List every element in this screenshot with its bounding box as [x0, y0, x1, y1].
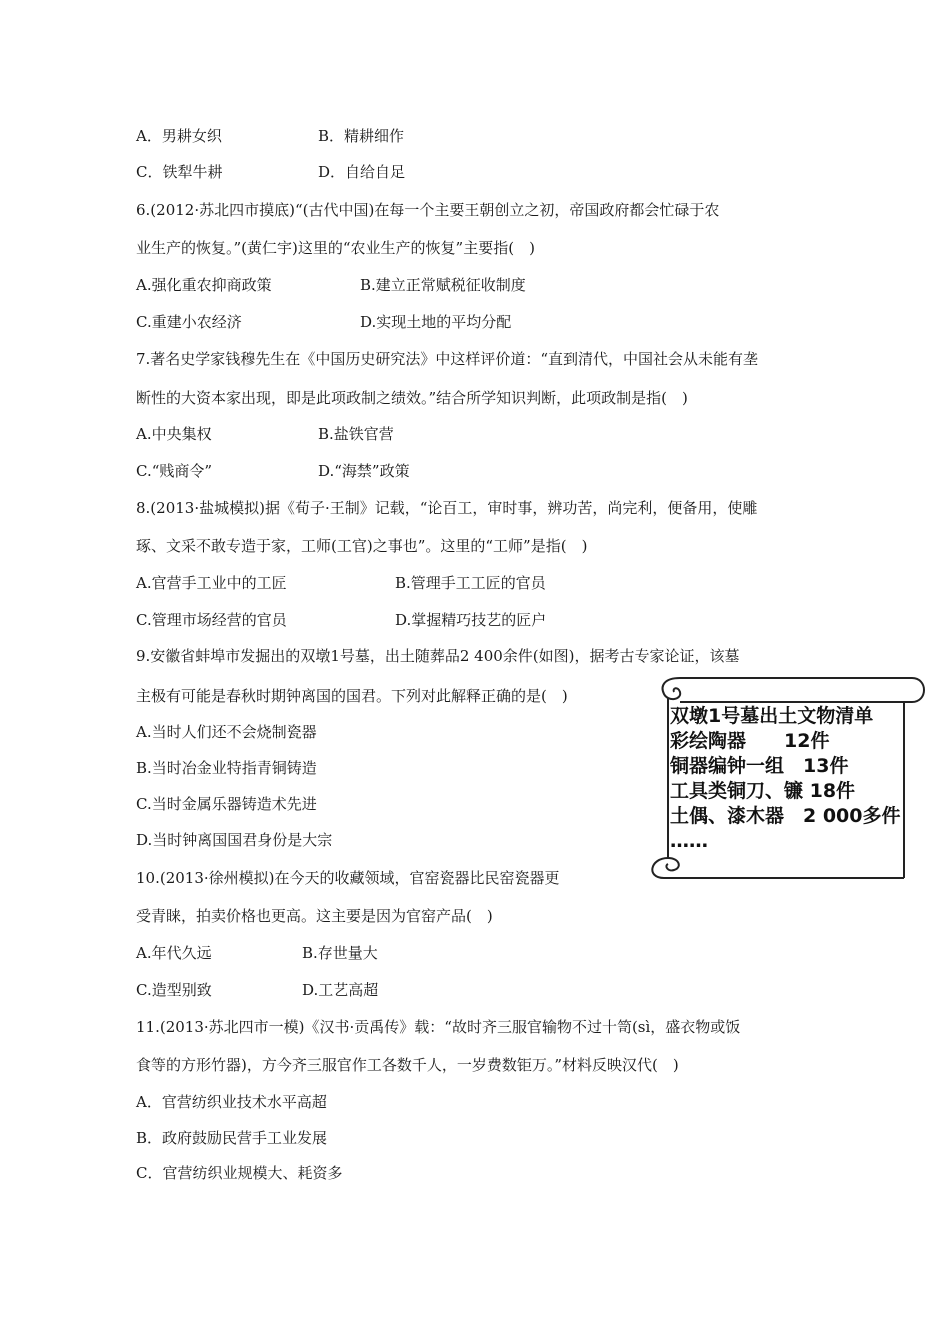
q6-stem-line1: 6.(2012·苏北四市摸底)“(古代中国)在每一个主要王朝创立之初，帝国政府都会忙碌于农 — [136, 201, 720, 219]
q7-stem-line1: 7.著名史学家钱穆先生在《中国历史研究法》中这样评价道：“直到清代，中国社会从未能有垄 — [136, 350, 758, 368]
q11-option-b: B．政府鼓励民营手工业发展 — [136, 1129, 328, 1147]
q7-stem-line2: 断性的大资本家出现，即是此项政制之绩效。”结合所学知识判断，此项政制是指( ) — [136, 389, 688, 407]
q6-option-c: C.重建小农经济 — [136, 313, 242, 331]
q6-option-b: B.建立正常赋税征收制度 — [360, 276, 526, 294]
scroll-item: 工具类铜刀、镰 18件 — [670, 780, 856, 802]
q8-stem-line2: 琢、文采不敢专造于家，工师(工官)之事也”。这里的“工师”是指( ) — [136, 537, 588, 555]
q10-stem-line2: 受青睐，拍卖价格也更高。这主要是因为官窑产品( ) — [136, 907, 493, 925]
q5-option-c: C．铁犁牛耕 — [136, 163, 223, 181]
scroll-item: …… — [670, 830, 708, 852]
q5-option-b: B．精耕细作 — [318, 127, 405, 145]
q5-option-a: A．男耕女织 — [136, 127, 222, 145]
artifact-list-scroll-figure — [636, 672, 928, 884]
q10-option-d: D.工艺高超 — [302, 981, 379, 999]
q7-option-d: D.“海禁”政策 — [318, 462, 410, 480]
q8-option-d: D.掌握精巧技艺的匠户 — [395, 611, 547, 629]
q9-option-b: B.当时冶金业特指青铜铸造 — [136, 759, 317, 777]
q6-stem-line2: 业生产的恢复。”(黄仁宇)这里的“农业生产的恢复”主要指( ) — [136, 239, 535, 257]
scroll-content — [670, 704, 901, 854]
q11-stem-line1: 11.(2013·苏北四市一模)《汉书·贡禹传》载：“故时齐三服官输物不过十笥(sì，盛衣物或饭 — [136, 1018, 741, 1036]
q7-option-b: B.盐铁官营 — [318, 425, 394, 443]
q9-stem-line1: 9.安徽省蚌埠市发掘出的双墩1号墓，出土随葬品2 400余件(如图)，据考古专家论证，该墓 — [136, 647, 740, 665]
q10-option-a: A.年代久远 — [136, 944, 212, 962]
q10-option-b: B.存世量大 — [302, 944, 378, 962]
scroll-item: 铜器编钟一组 13件 — [670, 755, 849, 777]
q10-option-c: C.造型别致 — [136, 981, 212, 999]
scroll-item: 彩绘陶器 12件 — [670, 730, 830, 752]
q10-stem-line1: 10.(2013·徐州模拟)在今天的收藏领域，官窑瓷器比民窑瓷器更 — [136, 869, 560, 887]
q8-stem-line1: 8.(2013·盐城模拟)据《荀子·王制》记载，“论百工，审时事，辨功苦，尚完利，便备用，使雕 — [136, 499, 758, 517]
q9-option-a: A.当时人们还不会烧制瓷器 — [136, 723, 317, 741]
q7-option-a: A.中央集权 — [136, 425, 212, 443]
q6-option-a: A.强化重农抑商政策 — [136, 276, 272, 294]
scroll-item: 土偶、漆木器 2 000多件 — [670, 805, 901, 827]
q9-option-c: C.当时金属乐器铸造术先进 — [136, 795, 317, 813]
q11-option-c: C．官营纺织业规模大、耗资多 — [136, 1164, 343, 1182]
q11-stem-line2: 食等的方形竹器)，方今齐三服官作工各数千人，一岁费数钜万。”材料反映汉代( ) — [136, 1056, 679, 1074]
q11-option-a: A．官营纺织业技术水平高超 — [136, 1093, 327, 1111]
q5-option-d: D．自给自足 — [318, 163, 406, 181]
q6-option-d: D.实现土地的平均分配 — [360, 313, 512, 331]
scroll-title: 双墩1号墓出土文物清单 — [670, 705, 874, 727]
q8-option-c: C.管理市场经营的官员 — [136, 611, 287, 629]
q8-option-a: A.官营手工业中的工匠 — [136, 574, 287, 592]
q7-option-c: C.“贱商令” — [136, 462, 213, 480]
q9-option-d: D.当时钟离国国君身份是大宗 — [136, 831, 333, 849]
q8-option-b: B.管理手工工匠的官员 — [395, 574, 546, 592]
q9-stem-line2: 主极有可能是春秋时期钟离国的国君。下列对此解释正确的是( ) — [136, 687, 568, 705]
